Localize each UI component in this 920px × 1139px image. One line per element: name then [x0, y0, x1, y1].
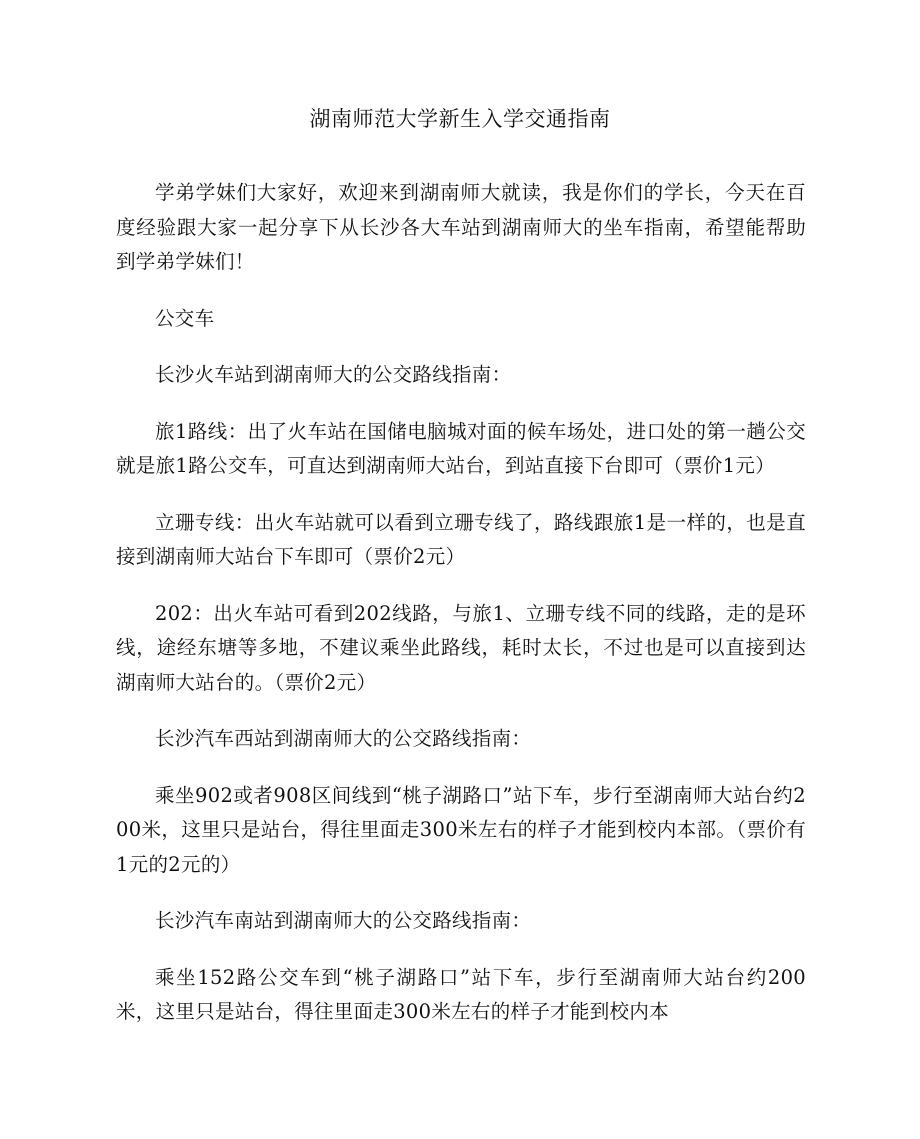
section-heading-bus: 公交车 [155, 306, 215, 330]
paragraph-route-202: 202：出火车站可看到202线路，与旅1、立珊专线不同的线路，走的是环线，途经东塘等多地，不建议乘坐此路线，耗时太长，不过也是可以直接到达湖南师大站台的。（票价2元） [116, 601, 806, 694]
paragraph-route-lishan: 立珊专线：出火车站就可以看到立珊专线了，路线跟旅1是一样的，也是直接到湖南师大站台下车即可（票价2元） [116, 510, 806, 568]
paragraph-greeting: 学弟学妹们大家好，欢迎来到湖南师大就读，我是你们的学长，今天在百度经验跟大家一起分享下从长沙各大车站到湖南师大的坐车指南，希望能帮助到学弟学妹们！ [116, 181, 806, 273]
subheading-railway-station: 长沙火车站到湖南师大的公交路线指南： [155, 363, 512, 386]
paragraph-route-902-908: 乘坐902或者908区间线到“桃子湖路口”站下车，步行至湖南师大站台约200米，这里只是站台，得往里面走300米左右的样子才能到校内本部。（票价有1元的2元的） [116, 783, 806, 876]
document-body [116, 176, 806, 1052]
subheading-south-bus-station: 长沙汽车南站到湖南师大的公交路线指南： [155, 909, 532, 932]
subheading-west-bus-station: 长沙汽车西站到湖南师大的公交路线指南： [155, 727, 532, 750]
paragraph-route-lv1: 旅1路线：出了火车站在国储电脑城对面的候车场处，进口处的第一趟公交就是旅1路公交车，可直达到湖南师大站台，到站直接下台即可（票价1元） [116, 419, 806, 477]
document-title: 湖南师范大学新生入学交通指南 [309, 107, 611, 131]
paragraph-route-152: 乘坐152路公交车到“桃子湖路口”站下车，步行至湖南师大站台约200米，这里只是站台，得往里面走300米左右的样子才能到校内本 [116, 965, 806, 1023]
